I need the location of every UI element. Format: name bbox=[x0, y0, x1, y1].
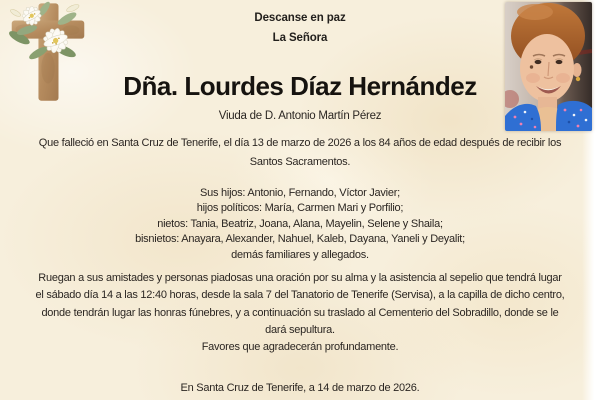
death-notice bbox=[0, 134, 600, 171]
thanks-line: Favores que agradecerán profundamente. bbox=[201, 341, 399, 353]
family-list bbox=[0, 186, 600, 263]
funeral-notice bbox=[0, 270, 600, 340]
family-line-children: Sus hijos: Antonio, Fernando, Víctor Javier; bbox=[200, 187, 400, 199]
funeral-notice-line: Ruegan a sus amistades y personas piadosas una oración por su alma y la asistencia al sepelio que tendrá lugar bbox=[38, 272, 562, 284]
family-line-other-relatives: demás familiares y allegados. bbox=[231, 248, 369, 261]
honorific-line: La Señora bbox=[272, 32, 328, 44]
rip-line: Descanse en paz bbox=[254, 12, 346, 24]
death-notice-line: Santos Sacramentos. bbox=[249, 155, 351, 168]
family-line-children-in-law: hijos políticos: María, Carmen Mari y Porfilio; bbox=[196, 202, 404, 215]
death-notice-line: Que falleció en Santa Cruz de Tenerife, el día 13 de marzo de 2026 a los 84 años de edad después de recibir los bbox=[38, 137, 562, 149]
family-line-grandchildren: nietos: Tania, Beatriz, Joana, Alana, Mayelin, Selene y Shaila; bbox=[157, 217, 443, 230]
relationship-line: Viuda de D. Antonio Martín Pérez bbox=[218, 110, 382, 122]
funeral-notice-line: el sábado día 14 a las 12:40 horas, desde la sala 7 del Tanatorio de Tenerife (Servisa), a la capilla de dicho centro, bbox=[35, 289, 565, 302]
place-date-line: En Santa Cruz de Tenerife, a 14 de marzo de 2026. bbox=[180, 382, 420, 394]
funeral-notice-line: dará sepultura. bbox=[265, 324, 335, 337]
family-line-great-grandchildren: bisnietos: Anayara, Alexander, Nahuel, Kaleb, Dayana, Yaneli y Deyalit; bbox=[135, 233, 465, 246]
deceased-name: Dña. Lourdes Díaz Hernández bbox=[123, 71, 477, 101]
funeral-notice-line: donde tendrán lugar las honras fúnebres, y a continuación su traslado al Cementerio del Sobradillo, donde se le bbox=[41, 306, 559, 319]
